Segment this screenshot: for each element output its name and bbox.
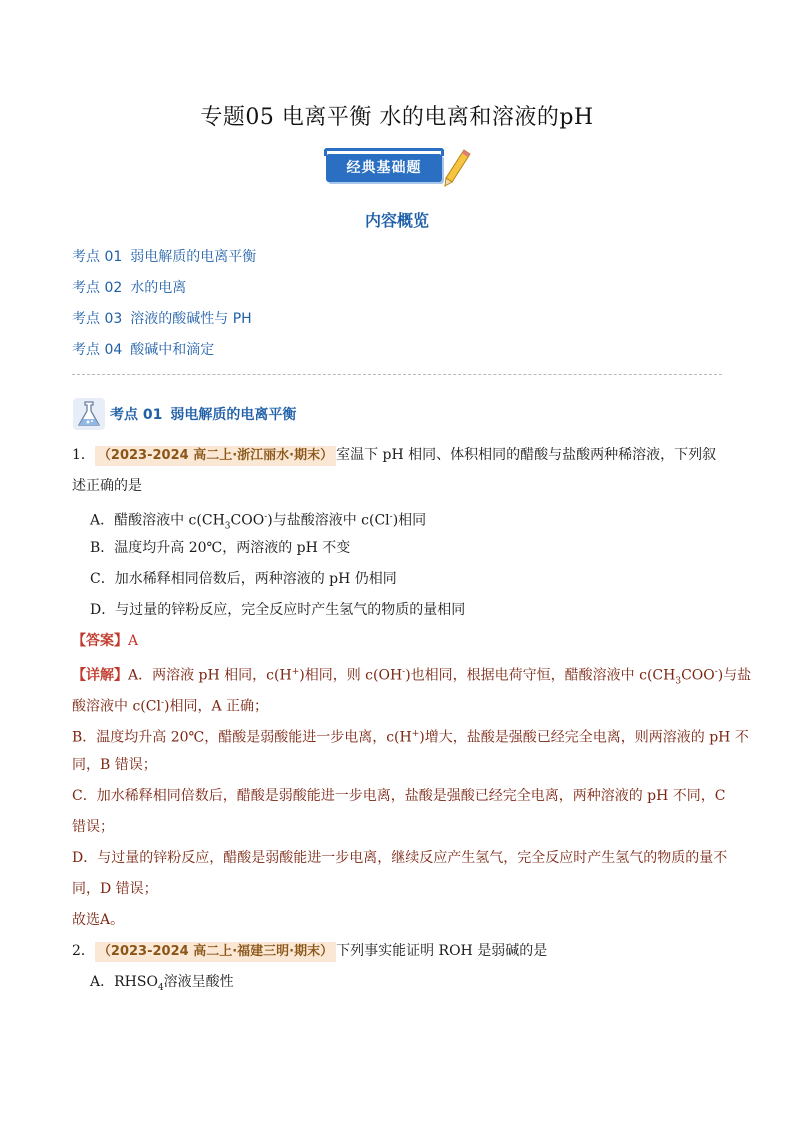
toc-item[interactable]	[72, 338, 256, 369]
detail-text: COO	[681, 667, 715, 684]
option-text: 溶液呈酸性	[163, 974, 234, 990]
divider	[72, 374, 722, 375]
question-2-stem	[72, 936, 724, 967]
section-heading	[72, 396, 296, 432]
superscript: -	[160, 698, 164, 708]
badge-banner	[324, 146, 472, 190]
subscript: 4	[157, 982, 164, 993]
option-a[interactable]	[72, 502, 724, 533]
question-stem: 室温下 pH 相同、体积相同的醋酸与盐酸两种稀溶液，下列叙	[336, 447, 717, 463]
section-title	[110, 404, 296, 424]
toc-item[interactable]	[72, 245, 256, 276]
superscript: +	[411, 729, 420, 739]
detail-b-line-1	[72, 719, 749, 750]
detail-text: )相同，则 c(OH	[299, 667, 403, 684]
toc-item[interactable]	[72, 276, 256, 307]
option-text: )与盐酸溶液中 c(Cl	[267, 512, 390, 529]
detail-d-line-1: D．与过量的锌粉反应，醋酸是弱酸能进一步电离，继续反应产生氢气，完全反应时产生氢气的物质的量不	[72, 850, 728, 866]
section-label: 弱电解质的电离平衡	[170, 407, 297, 423]
answer-value: A	[128, 633, 139, 649]
option-d[interactable]: D．与过量的锌粉反应，完全反应时产生氢气的物质的量相同	[90, 602, 466, 618]
option-text: A．醋酸溶液中 c(CH	[90, 512, 225, 529]
toc-item[interactable]	[72, 307, 256, 338]
option-b[interactable]: B．温度均升高 20℃，两溶液的 pH 不变	[90, 540, 351, 556]
question-stem: 下列事实能证明 ROH 是弱碱的是	[336, 943, 548, 959]
question-number: 1．	[72, 447, 95, 463]
detail-text: )增大，盐酸是强酸已经完全电离，则两溶液的 pH 不	[419, 729, 749, 746]
source-tag: （2023-2024 高二上·福建三明·期末）	[95, 942, 336, 962]
question-number: 2．	[72, 943, 95, 959]
detail-text: B．温度均升高 20℃，醋酸是弱酸能进一步电离，c(H	[72, 729, 412, 746]
toc-code: 考点 01	[72, 249, 123, 265]
question-content	[72, 440, 752, 998]
detail-label: 【详解】	[72, 667, 128, 684]
detail-text: 酸溶液中 c(Cl	[72, 698, 161, 715]
detail-text: )与盐	[717, 667, 752, 684]
toc-code: 考点 03	[72, 311, 123, 327]
option-text: COO	[230, 512, 265, 529]
option-text: )相同	[392, 512, 427, 529]
option-text: A．RHSO	[90, 974, 158, 990]
toc-code: 考点 04	[72, 342, 123, 358]
option-a[interactable]	[72, 967, 724, 998]
subscript: 3	[675, 676, 682, 687]
conclusion: 故选A。	[72, 912, 125, 928]
question-1-stem-cont: 述正确的是	[72, 478, 142, 494]
flask-icon	[72, 397, 106, 431]
subscript: 3	[224, 521, 231, 532]
detail-text: )也相同，根据电荷守恒，醋酸溶液中 c(CH	[405, 667, 676, 684]
superscript: -	[389, 512, 393, 522]
overview-title: 内容概览	[364, 211, 429, 230]
detail-c-line-1: C．加水稀释相同倍数后，醋酸是弱酸能进一步电离，盐酸是强酸已经完全电离，两种溶液的 pH 不同，C	[72, 788, 726, 804]
section-code: 考点 01	[110, 407, 163, 423]
detail-text: A．两溶液 pH 相同，c(H	[128, 667, 292, 684]
toc-label: 弱电解质的电离平衡	[130, 249, 257, 265]
superscript: -	[264, 512, 268, 522]
detail-d-line-2: 同，D 错误；	[72, 881, 158, 897]
answer-label: 【答案】	[72, 633, 128, 649]
superscript: -	[402, 667, 406, 677]
toc-list	[72, 245, 256, 369]
toc-label: 酸碱中和滴定	[130, 342, 215, 358]
superscript: +	[291, 667, 300, 677]
page-title: 专题05 电离平衡 水的电离和溶液的pH	[200, 105, 594, 130]
badge-label: 经典基础题	[326, 154, 442, 182]
option-c[interactable]: C．加水稀释相同倍数后，两种溶液的 pH 仍相同	[90, 571, 397, 587]
toc-label: 溶液的酸碱性与 PH	[130, 311, 252, 327]
superscript: -	[714, 667, 718, 677]
toc-code: 考点 02	[72, 280, 123, 296]
source-tag: （2023-2024 高二上·浙江丽水·期末）	[95, 446, 336, 466]
pencil-icon	[442, 148, 472, 188]
detail-a-line-1	[72, 657, 752, 688]
detail-c-line-2: 错误；	[72, 819, 114, 835]
detail-a-line-2	[72, 688, 724, 719]
answer-line	[72, 626, 724, 657]
detail-b-line-2: 同，B 错误；	[72, 757, 157, 773]
detail-text: )相同，A 正确；	[164, 698, 269, 715]
question-1-stem	[72, 440, 724, 471]
toc-label: 水的电离	[130, 280, 187, 296]
